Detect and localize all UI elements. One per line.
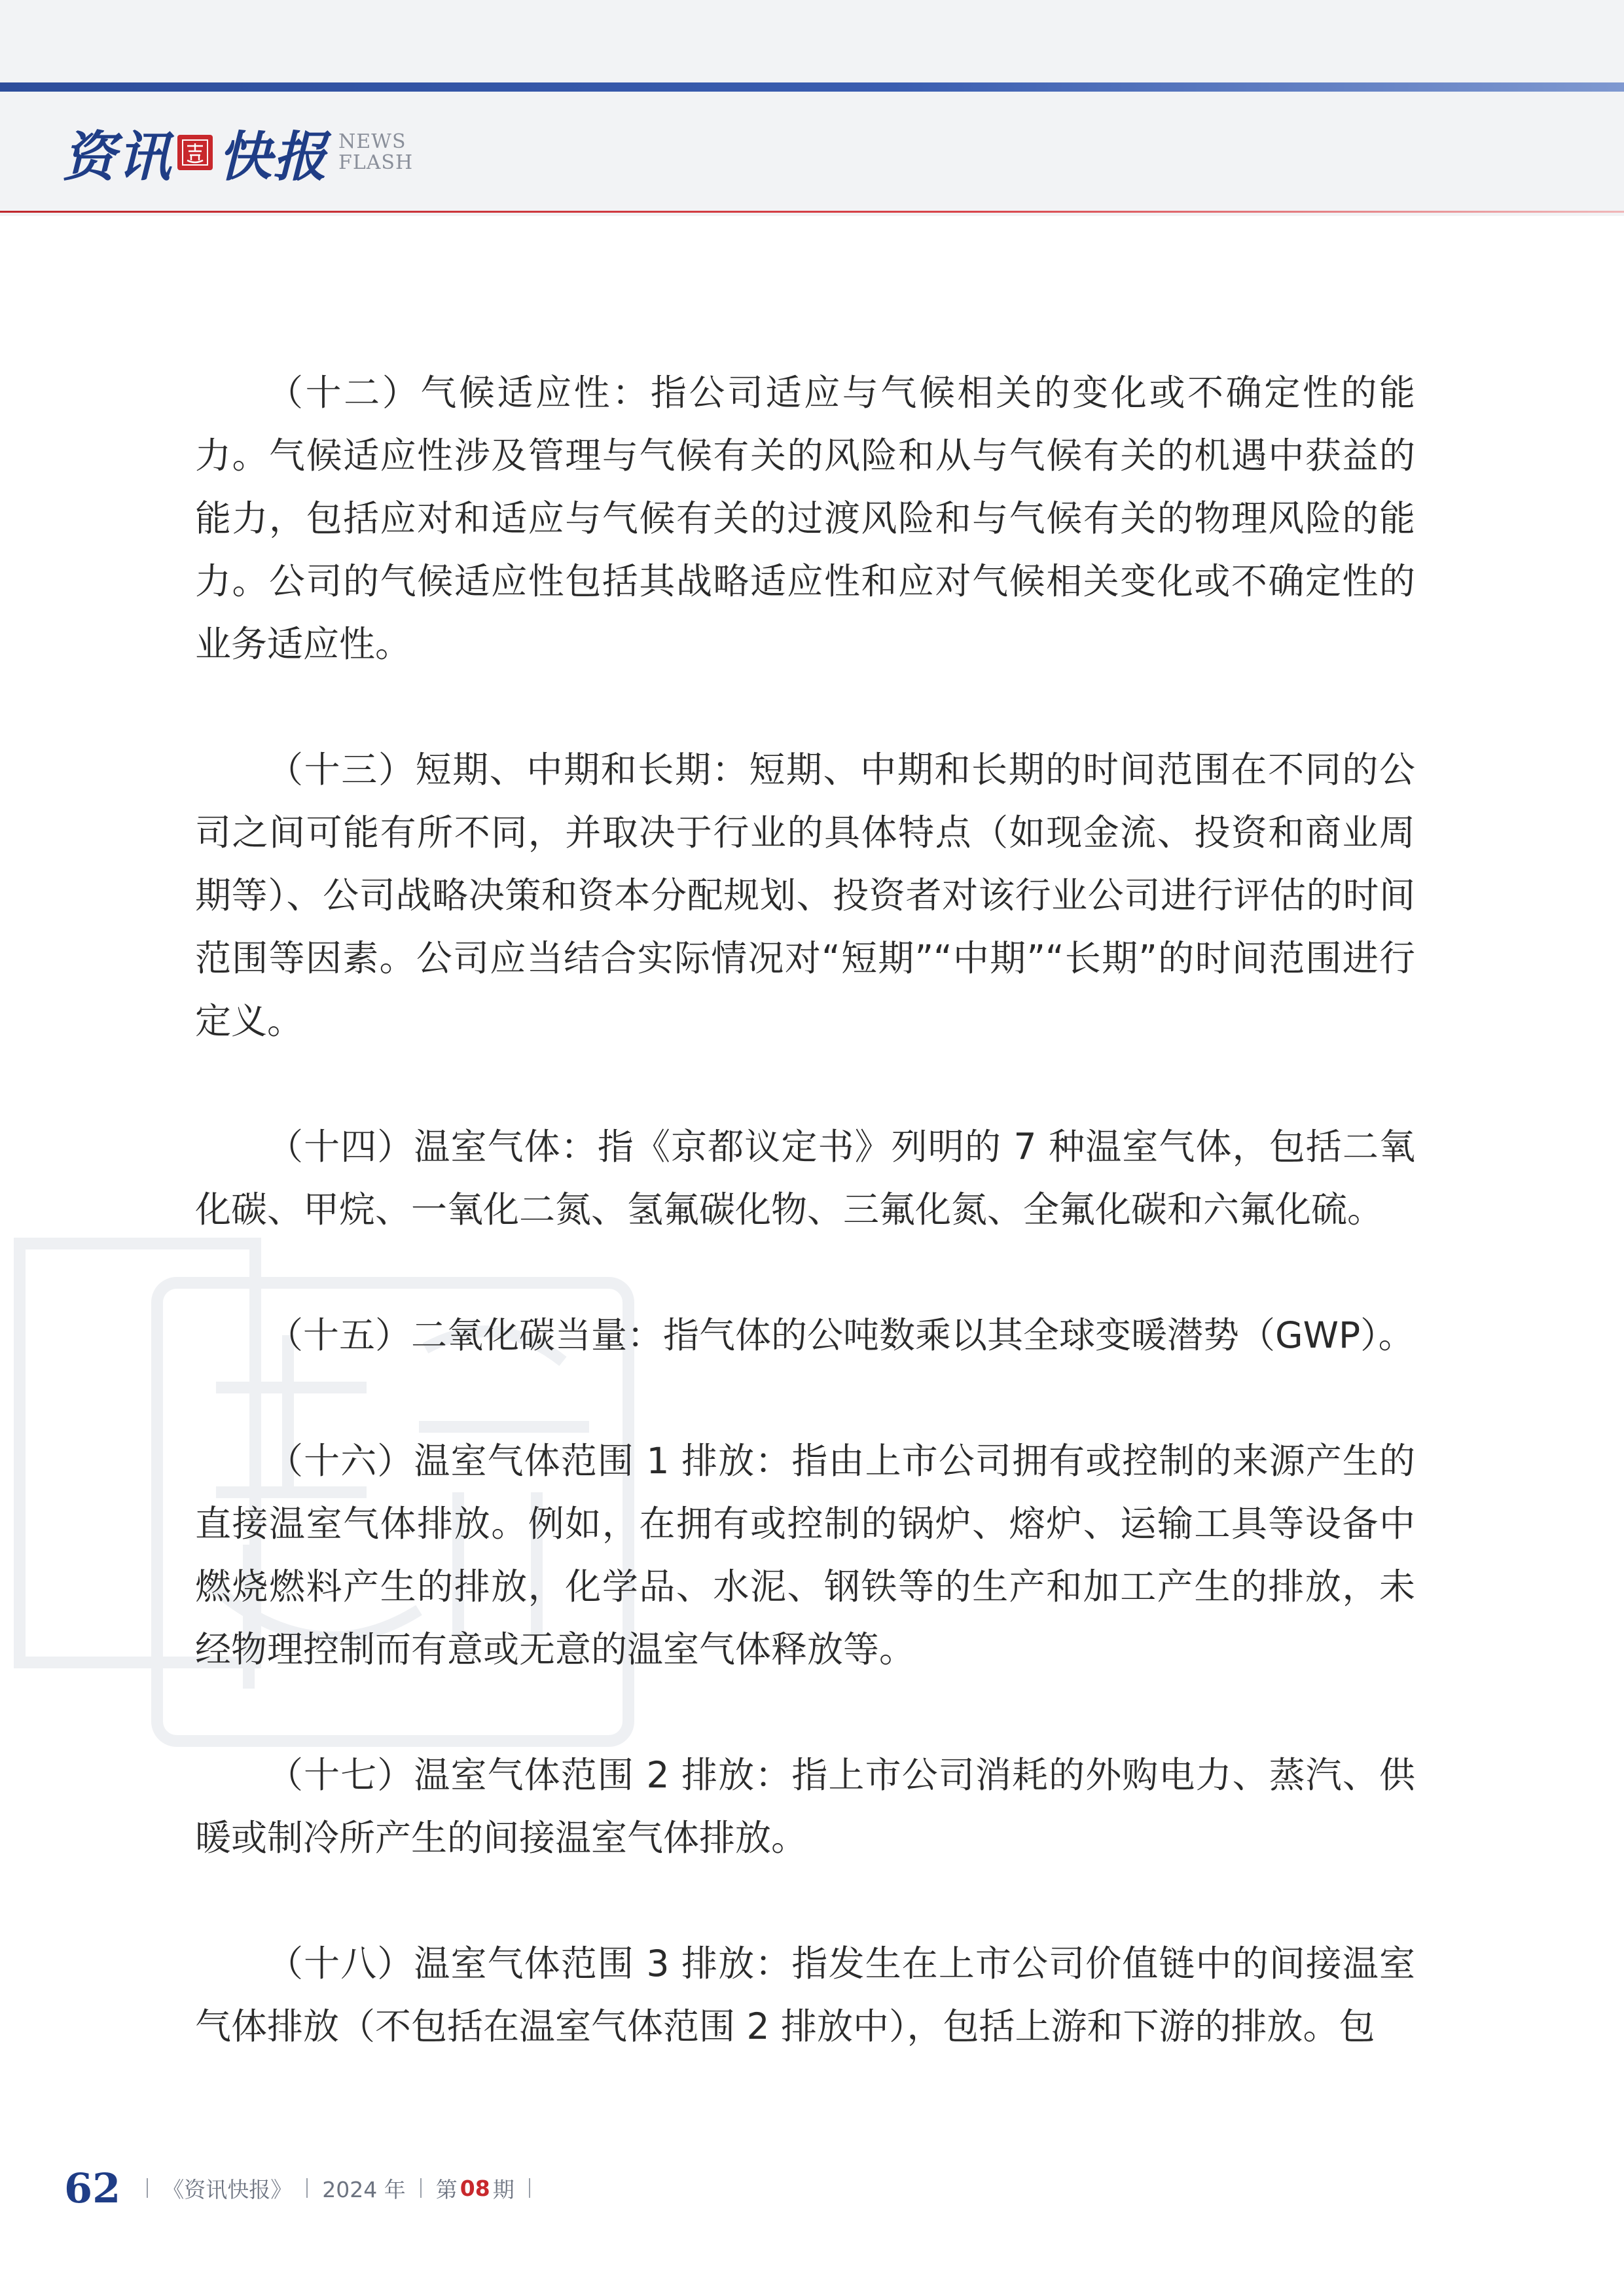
issue-suffix: 期 bbox=[492, 2176, 514, 2202]
page-number: 62 bbox=[64, 2164, 121, 2212]
paragraph-17-scope2: （十七）温室气体范围 2 排放：指上市公司消耗的外购电力、蒸汽、供暖或制冷所产生的间接温室气体排放。 bbox=[195, 1754, 1415, 1859]
paragraph-13-time-horizons: （十三）短期、中期和长期：短期、中期和长期的时间范围在不同的公司之间可能有所不同，并取决于行业的具体特点（如现金流、投资和商业周期等）、公司战略决策和资本分配规划、投资者对该行业公司进行评估的时间范围等因素。公司应当结合实际情况对“短期”“中期”“长期”的时间范围进行定义。 bbox=[195, 749, 1415, 1042]
issue-number: 08 bbox=[460, 2175, 490, 2201]
issue-prefix: 第 bbox=[435, 2176, 458, 2202]
paragraph-15-co2-equivalent: （十五）二氧化碳当量：指气体的公吨数乘以其全球变暖潜势（GWP）。 bbox=[267, 1314, 1415, 1356]
brand-right-text: 快报 bbox=[218, 125, 328, 188]
footer-divider bbox=[529, 2178, 530, 2198]
brand-logo bbox=[62, 117, 413, 188]
news-label-line2: FLASH bbox=[338, 151, 414, 174]
footer-divider bbox=[420, 2178, 422, 2198]
publication-year: 2024 年 bbox=[322, 2176, 406, 2202]
header-bottom-rule bbox=[0, 211, 1624, 213]
footer-divider bbox=[147, 2178, 148, 2198]
publication-name: 《资讯快报》 bbox=[162, 2176, 293, 2202]
seal-glyph-icon bbox=[181, 138, 209, 167]
header-top-rule bbox=[0, 82, 1624, 92]
paragraph-18-scope3: （十八）温室气体范围 3 排放：指发生在上市公司价值链中的间接温室气体排放（不包括在温室气体范围 2 排放中），包括上游和下游的排放。包 bbox=[195, 1943, 1415, 2047]
footer-divider bbox=[306, 2178, 308, 2198]
paragraph-12-climate-resilience: （十二）气候适应性：指公司适应与气候相关的变化或不确定性的能力。气候适应性涉及管理与气候有关的风险和从与气候有关的机遇中获益的能力，包括应对和适应与气候有关的过渡风险和与气候有关的物理风险的能力。公司的气候适应性包括其战略适应性和应对气候相关变化或不确定性的业务适应性。 bbox=[195, 372, 1415, 665]
paragraph-14-greenhouse-gases: （十四）温室气体：指《京都议定书》列明的 7 种温室气体，包括二氧化碳、甲烷、一氧化二氮、氢氟碳化物、三氟化氮、全氟化碳和六氟化硫。 bbox=[195, 1126, 1415, 1230]
paragraph-16-scope1: （十六）温室气体范围 1 排放：指由上市公司拥有或控制的来源产生的直接温室气体排放。例如，在拥有或控制的锅炉、熔炉、运输工具等设备中燃烧燃料产生的排放，化学品、水泥、钢铁等的生产和加工产生的排放，未经物理控制而有意或无意的温室气体释放等。 bbox=[195, 1440, 1415, 1670]
seal-icon bbox=[177, 135, 213, 170]
article-body bbox=[195, 361, 1415, 2121]
news-label-line1: NEWS bbox=[338, 130, 406, 153]
page-footer bbox=[64, 2159, 545, 2217]
news-flash-label bbox=[338, 132, 413, 173]
brand-left-text: 资讯 bbox=[62, 125, 172, 188]
